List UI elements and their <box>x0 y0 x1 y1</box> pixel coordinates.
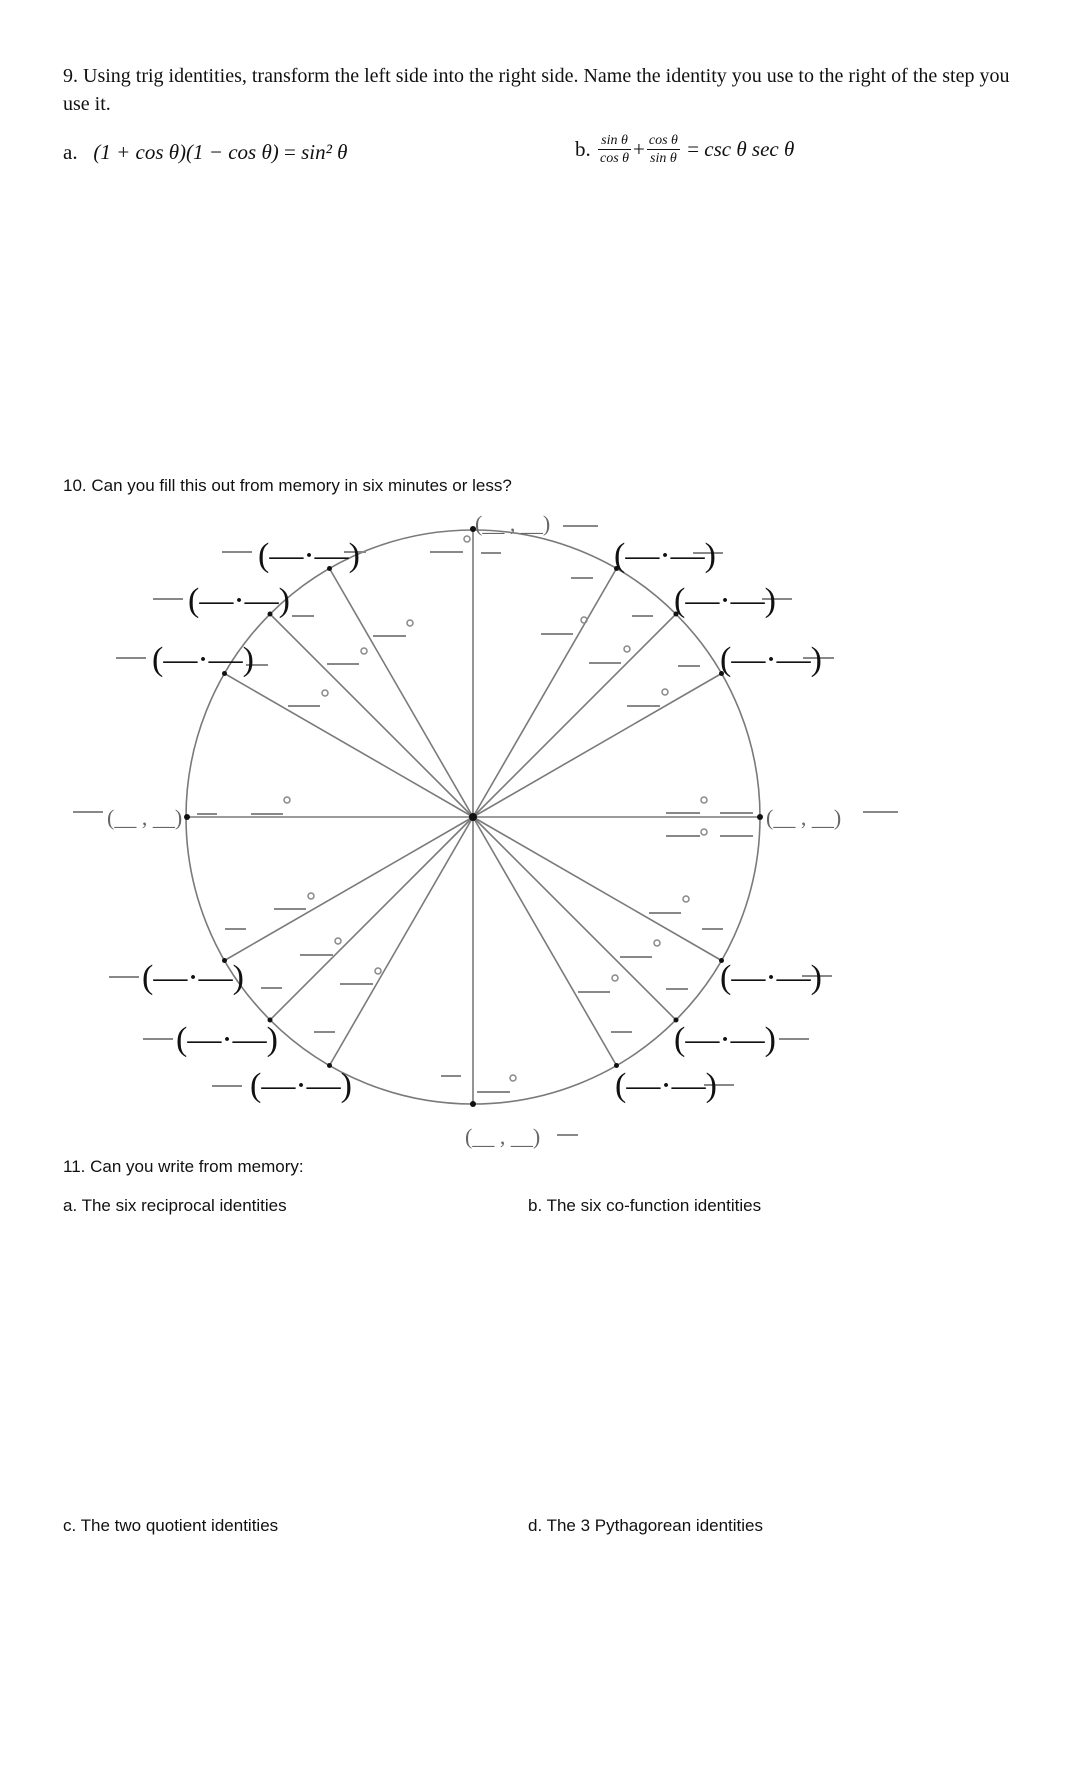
svg-text:(—·—): (—·—) <box>615 1067 717 1104</box>
question-9a-equals: = <box>284 140 296 164</box>
question-9-prompt: 9. Using trig identities, transform the left side into the right side. Name the identity you use to the right of the step you use it. <box>63 65 1010 115</box>
svg-text:(—·—): (—·—) <box>674 1021 776 1058</box>
svg-text:(—·—): (—·—) <box>188 582 290 619</box>
radius-240 <box>330 817 474 1066</box>
radius-210 <box>225 817 474 961</box>
radius-315 <box>473 817 676 1020</box>
svg-text:(__ , __): (__ , __) <box>766 805 842 830</box>
radius-30 <box>473 674 722 818</box>
svg-text:(__ , __): (__ , __) <box>465 1124 541 1149</box>
fraction-numerator: sin θ <box>598 132 631 150</box>
svg-text:(—·—): (—·—) <box>674 582 776 619</box>
question-9a-lhs: (1 + cos θ)(1 − cos θ) <box>93 140 279 164</box>
question-11c: c. The two quotient identities <box>63 1516 279 1535</box>
fraction-numerator: cos θ <box>648 133 678 148</box>
svg-text:(__ , __): (__ , __) <box>475 511 551 536</box>
plus-sign: + <box>633 137 645 161</box>
question-9b-rhs: csc θ sec θ <box>704 137 795 161</box>
question-11-prompt: 11. Can you write from memory: <box>63 1157 304 1176</box>
radius-300 <box>473 817 617 1066</box>
svg-text:(—·—): (—·—) <box>250 1067 352 1104</box>
degree-symbols <box>284 536 707 1081</box>
radius-60 <box>473 569 617 818</box>
question-11d: d. The 3 Pythagorean identities <box>528 1516 764 1535</box>
radius-45 <box>473 614 676 817</box>
svg-text:(—·—): (—·—) <box>258 537 360 574</box>
svg-text:(—·—): (—·—) <box>152 641 254 678</box>
radius-330 <box>473 817 722 961</box>
fraction-denominator: sin θ <box>650 151 677 166</box>
radius-225 <box>270 817 473 1020</box>
question-10-prompt: 10. Can you fill this out from memory in six minutes or less? <box>63 476 512 495</box>
radius-120 <box>330 569 474 818</box>
fraction-denominator: cos θ <box>600 151 630 166</box>
svg-text:(__ , __): (__ , __) <box>107 805 183 830</box>
svg-text:(—·—): (—·—) <box>720 641 822 678</box>
question-9b-label: b. <box>575 137 591 161</box>
question-9a-rhs: sin² θ <box>301 140 348 164</box>
radius-150 <box>225 674 474 818</box>
coordinate-labels <box>107 511 841 1149</box>
svg-text:(—·—): (—·—) <box>720 959 822 996</box>
radius-135 <box>270 614 473 817</box>
question-9a-label: a. <box>63 140 78 164</box>
svg-text:(—·—): (—·—) <box>176 1021 278 1058</box>
equals-sign: = <box>687 137 700 161</box>
svg-text:(—·—): (—·—) <box>614 537 716 574</box>
svg-text:(—·—): (—·—) <box>142 959 244 996</box>
question-11a: a. The six reciprocal identities <box>63 1196 287 1215</box>
question-11b: b. The six co-function identities <box>528 1196 762 1215</box>
